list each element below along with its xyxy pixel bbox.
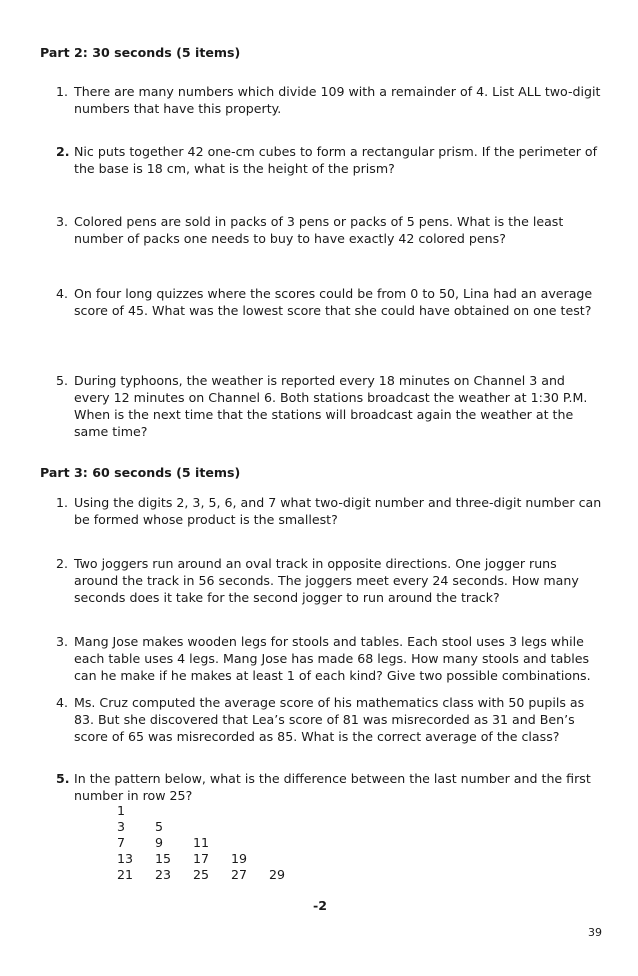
question-text: Colored pens are sold in packs of 3 pens or packs of 5 pens. What is the least number of packs one needs to buy to have exactly 42 colored pens? — [74, 214, 564, 246]
pattern-number: 29 — [269, 867, 286, 882]
question-number: 4. — [56, 286, 69, 301]
part3-question-4 — [56, 694, 604, 745]
question-number: 2. — [56, 144, 70, 159]
part2-question-4 — [56, 285, 604, 319]
pattern-number: 23 — [155, 867, 172, 882]
page-number-center: -2 — [313, 898, 327, 913]
pattern-row-4 — [117, 851, 307, 867]
question-number: 5. — [56, 771, 70, 786]
part3-question-3 — [56, 633, 604, 684]
question-text: Using the digits 2, 3, 5, 6, and 7 what two-digit number and three-digit number can be formed whose product is the smallest? — [74, 495, 602, 527]
part2-question-1 — [56, 83, 604, 117]
page-number-corner: 39 — [588, 926, 602, 939]
pattern-number: 3 — [117, 819, 126, 834]
question-number: 3. — [56, 634, 69, 649]
question-number: 4. — [56, 695, 69, 710]
question-text: Mang Jose makes wooden legs for stools and tables. Each stool uses 3 legs while each table uses 4 legs. Mang Jose has made 68 legs. How many stools and tables can he make if he makes at least 1 of each kind? Give two possible combinations. — [74, 634, 591, 683]
pattern-number: 7 — [117, 835, 126, 850]
question-text: In the pattern below, what is the difference between the last number and the first number in row 25? — [74, 771, 591, 803]
question-text: On four long quizzes where the scores could be from 0 to 50, Lina had an average score of 45. What was the lowest score that she could have obtained on one test? — [74, 286, 593, 318]
part2-heading: Part 2: 30 seconds (5 items) — [40, 45, 241, 60]
question-number: 3. — [56, 214, 69, 229]
question-text: Ms. Cruz computed the average score of his mathematics class with 50 pupils as 83. But she discovered that Lea’s score of 81 was misrecorded as 31 and Ben’s score of 65 was misrecorded as 85. What is the correct average of the class? — [74, 695, 585, 744]
pattern-number: 15 — [155, 851, 172, 866]
part2-question-2 — [56, 143, 604, 177]
question-text: Two joggers run around an oval track in opposite directions. One jogger runs around the track in 56 seconds. The joggers meet every 24 seconds. How many seconds does it take for the second jogger to run around the track? — [74, 556, 579, 605]
pattern-number: 9 — [155, 835, 164, 850]
question-text: Nic puts together 42 one-cm cubes to form a rectangular prism. If the perimeter of the base is 18 cm, what is the height of the prism? — [74, 144, 598, 176]
question-number: 2. — [56, 556, 69, 571]
pattern-number: 27 — [231, 867, 248, 882]
question-text: There are many numbers which divide 109 with a remainder of 4. List ALL two-digit numbers that have this property. — [74, 84, 601, 116]
pattern-number: 17 — [193, 851, 210, 866]
question-number: 1. — [56, 84, 69, 99]
pattern-number: 5 — [155, 819, 164, 834]
pattern-row-3 — [117, 835, 307, 851]
pattern-number: 11 — [193, 835, 210, 850]
pattern-number: 1 — [117, 803, 126, 818]
pattern-row-5 — [117, 867, 307, 883]
pattern-row-1 — [117, 803, 307, 819]
pattern-number: 13 — [117, 851, 134, 866]
pattern-number: 25 — [193, 867, 210, 882]
part2-question-5 — [56, 372, 604, 440]
pattern-row-2 — [117, 819, 307, 835]
part3-question-1 — [56, 494, 604, 528]
part3-question-5 — [56, 770, 604, 804]
part2-question-3 — [56, 213, 604, 247]
part3-question-2 — [56, 555, 604, 606]
question-text: During typhoons, the weather is reported every 18 minutes on Channel 3 and every 12 minutes on Channel 6. Both stations broadcast the weather at 1:30 P.M. When is the next time that the stations will broadcast again the weather at the same time? — [74, 373, 588, 439]
pattern-number: 19 — [231, 851, 248, 866]
part3-heading: Part 3: 60 seconds (5 items) — [40, 465, 241, 480]
question-number: 5. — [56, 373, 69, 388]
question-number: 1. — [56, 495, 69, 510]
number-pattern — [117, 803, 307, 883]
pattern-number: 21 — [117, 867, 134, 882]
